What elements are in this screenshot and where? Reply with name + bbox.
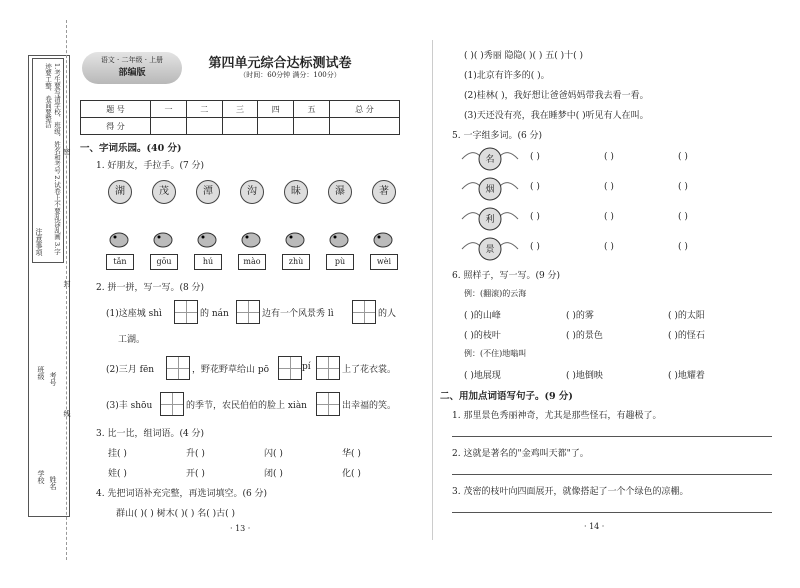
pinyin-box: hú	[194, 254, 222, 270]
q2-text: 的季节，农民伯伯的脸上 xiàn	[186, 401, 307, 411]
score-cell[interactable]	[329, 118, 399, 135]
writing-grid[interactable]	[352, 300, 376, 324]
answer-blank[interactable]: ( )	[604, 182, 614, 192]
compare-item: 闪( )	[264, 449, 283, 459]
score-header: 五	[294, 101, 330, 118]
bird-icon	[150, 228, 176, 248]
q6-item: ( )的山峰	[464, 311, 501, 321]
score-cell: 得 分	[81, 118, 151, 135]
seal-mark-3: 线	[63, 410, 71, 417]
q4-row-2: ( )( )秀丽 隐隐( )( ) 五( )十( )	[464, 51, 584, 61]
writing-grid[interactable]	[174, 300, 198, 324]
compare-item: 挂( )	[108, 449, 127, 459]
answer-blank[interactable]: ( )	[678, 182, 688, 192]
notice-text: 1.考生要写清学校、班级、姓名和考号 2.试卷上不要乱涂乱画 3.字迹要工整、卷面要整洁	[32, 58, 64, 263]
answer-blank[interactable]: ( )	[678, 242, 688, 252]
score-cell[interactable]	[151, 118, 187, 135]
sentence-prompt: 2. 这就是著名的"金鸡叫天都"了。	[452, 449, 589, 459]
answer-line[interactable]	[452, 436, 772, 437]
compare-item: 娃( )	[108, 469, 127, 479]
bird-icon	[106, 228, 132, 248]
page-number: · 13 ·	[230, 524, 251, 533]
q2-text: (1)这座城 shì	[106, 309, 162, 319]
score-cell[interactable]	[186, 118, 222, 135]
writing-grid[interactable]	[278, 356, 302, 380]
bird-icon	[326, 228, 352, 248]
char-seal: 昧	[284, 180, 308, 204]
writing-grid[interactable]	[316, 356, 340, 380]
name-label: 姓名	[49, 476, 57, 490]
score-header: 一	[151, 101, 187, 118]
q2-text: (2)三月 fēn	[106, 365, 155, 375]
q5-prompt: 5. 一字组多词。(6 分)	[452, 131, 543, 141]
exam-title: 第四单元综合达标测试卷	[208, 56, 352, 71]
pinyin-box: zhù	[282, 254, 310, 270]
answer-blank[interactable]: ( )	[530, 182, 540, 192]
q2-text: 工湖。	[118, 335, 146, 345]
q2-text: pí	[302, 362, 311, 372]
fill-sentence: (2)桂林( )，我好想让爸爸妈妈带我去看一看。	[464, 91, 649, 101]
page-number: · 14 ·	[584, 522, 605, 531]
answer-line[interactable]	[452, 474, 772, 475]
pinyin-box: mào	[238, 254, 266, 270]
q2-text: ，野花野草给山 pō	[192, 365, 270, 375]
compare-item: 开( )	[186, 469, 205, 479]
pinyin-box: wèi	[370, 254, 398, 270]
number-label: 考号	[49, 372, 57, 386]
bird-icon	[238, 228, 264, 248]
section-1-heading: 一、字词乐园。(40 分)	[80, 143, 182, 154]
answer-blank[interactable]: ( )	[530, 212, 540, 222]
char-seal: 茂	[152, 180, 176, 204]
fill-sentence: (3)天还没有亮，我在睡梦中( )听见有人在叫。	[464, 111, 649, 121]
binding-line	[66, 20, 68, 560]
answer-blank[interactable]: ( )	[604, 152, 614, 162]
notice-label: 注意事项	[35, 228, 43, 256]
q2-text: (3)丰 shōu	[106, 401, 153, 411]
compare-item: 华( )	[342, 449, 361, 459]
answer-blank[interactable]: ( )	[604, 212, 614, 222]
score-header: 总 分	[329, 101, 399, 118]
q6-item: ( )地倒映	[566, 371, 603, 381]
writing-grid[interactable]	[316, 392, 340, 416]
score-header: 二	[186, 101, 222, 118]
sentence-prompt: 1. 那里景色秀丽神奇，尤其是那些怪石，有趣极了。	[452, 411, 662, 421]
pinyin-box: pù	[326, 254, 354, 270]
score-table	[80, 100, 400, 135]
badge-bottom: 部编版	[118, 68, 146, 78]
q6-item: ( )的怪石	[668, 331, 705, 341]
char-seal: 沟	[240, 180, 264, 204]
q5-char: 景	[485, 245, 495, 255]
answer-line[interactable]	[452, 512, 772, 513]
q6-item: ( )的太阳	[668, 311, 705, 321]
writing-grid[interactable]	[166, 356, 190, 380]
q2-text: 出幸福的笑。	[342, 401, 397, 411]
char-seal: 湖	[108, 180, 132, 204]
q5-char: 利	[485, 215, 495, 225]
score-header: 四	[258, 101, 294, 118]
q5-char: 烟	[485, 185, 495, 195]
grade-badge	[82, 52, 182, 84]
compare-item: 化( )	[342, 469, 361, 479]
char-seal: 瀑	[328, 180, 352, 204]
section-2-heading: 二、用加点词语写句子。(9 分)	[440, 391, 573, 402]
writing-grid[interactable]	[236, 300, 260, 324]
compare-item: 闭( )	[264, 469, 283, 479]
school-label: 学校	[37, 470, 45, 484]
q2-text: 的 nán	[200, 309, 229, 319]
score-cell[interactable]	[294, 118, 330, 135]
page-divider	[432, 40, 433, 540]
q6-item: ( )地耀着	[668, 371, 705, 381]
sentence-prompt: 3. 茂密的枝叶向四面展开，就像搭起了一个个绿色的凉棚。	[452, 487, 689, 497]
pinyin-box: tǎn	[106, 254, 134, 270]
q5-char: 名	[485, 155, 495, 165]
fill-sentence: (1)北京有许多的( )。	[464, 71, 550, 81]
score-header: 三	[222, 101, 258, 118]
q2-prompt: 2. 拼一拼，写一写。(8 分)	[96, 283, 205, 293]
seal-mark-1: 密	[63, 148, 71, 155]
q6-item: ( )的枝叶	[464, 331, 501, 341]
compare-item: 升( )	[186, 449, 205, 459]
answer-blank[interactable]: ( )	[678, 212, 688, 222]
score-header: 题 号	[81, 101, 151, 118]
q6-item: ( )地展现	[464, 371, 501, 381]
bird-icon	[194, 228, 220, 248]
q6-example: 例：(不住)地嗡叫	[464, 349, 527, 358]
class-label: 班级	[37, 366, 45, 380]
char-seal: 潭	[196, 180, 220, 204]
bird-icon	[370, 228, 396, 248]
writing-grid[interactable]	[160, 392, 184, 416]
answer-blank[interactable]: ( )	[604, 242, 614, 252]
q3-prompt: 3. 比一比，组词语。(4 分)	[96, 429, 205, 439]
q2-text: 边有一个风景秀 lì	[262, 309, 334, 319]
bird-icon	[282, 228, 308, 248]
q6-prompt: 6. 照样子，写一写。(9 分)	[452, 271, 561, 281]
answer-blank[interactable]: ( )	[530, 242, 540, 252]
score-cell[interactable]	[222, 118, 258, 135]
pinyin-box: gōu	[150, 254, 178, 270]
answer-blank[interactable]: ( )	[678, 152, 688, 162]
exam-subtitle: （时间：60分钟 满分：100分）	[239, 71, 341, 79]
score-cell[interactable]	[258, 118, 294, 135]
q2-text: 上了花衣裳。	[342, 365, 397, 375]
q4-prompt: 4. 先把词语补充完整，再选词填空。(6 分)	[96, 489, 268, 499]
q6-example: 例：(翻滚)的云海	[464, 289, 527, 298]
answer-blank[interactable]: ( )	[530, 152, 540, 162]
q6-item: ( )的雾	[566, 311, 594, 321]
q6-item: ( )的景色	[566, 331, 603, 341]
seal-mark-2: 封	[63, 280, 71, 287]
badge-top: 语文 · 二年级 · 上册	[100, 56, 164, 64]
q2-text: 的人	[378, 309, 397, 319]
q1-prompt: 1. 好朋友，手拉手。(7 分)	[96, 161, 205, 171]
char-seal: 著	[372, 180, 396, 204]
q4-row: 群山( )( ) 树木( )( ) 名( )古( )	[116, 509, 236, 519]
